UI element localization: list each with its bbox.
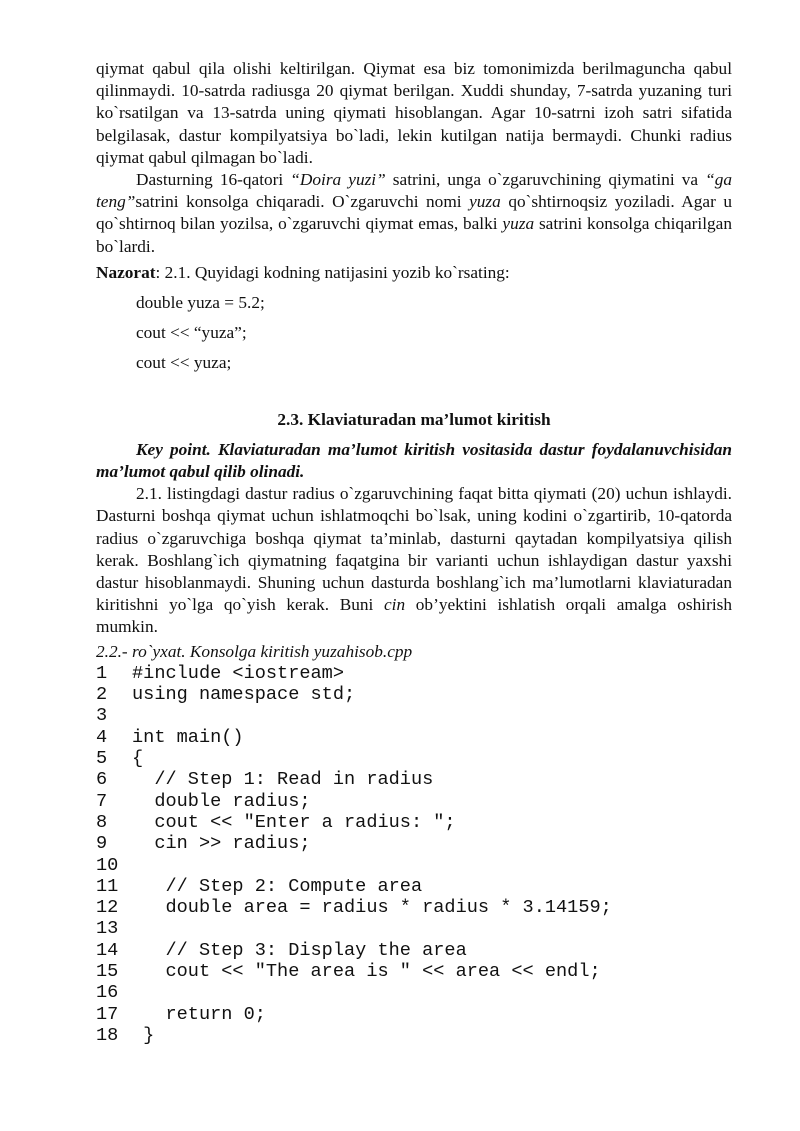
line-number: 4 [96, 726, 108, 748]
paragraph-2-italic-a: “Doira yuzi” [290, 170, 386, 190]
line-number: 6 [96, 769, 108, 791]
control-text: : 2.1. Quyidagi kodning natijasini yozib ko`rsating: [155, 262, 510, 282]
code-text: #include <iostream> [132, 662, 345, 684]
code-text: // Step 1: Read in radius [132, 769, 434, 791]
listing-caption: 2.2.- ro`yxat. Konsolga kiritish yuzahisob.cpp [96, 641, 413, 661]
code-text: // Step 2: Compute area [132, 875, 423, 897]
code-line [96, 918, 732, 939]
code-line [96, 663, 732, 684]
code-line [96, 791, 732, 812]
code-text: using namespace std; [132, 684, 356, 706]
paragraph-2-text-b: satrini, unga o`zgaruvchining qiymatini va [385, 170, 706, 190]
code-line [96, 855, 732, 876]
control-question [96, 262, 732, 284]
paragraph-3-italic: cin [384, 595, 406, 615]
code-text [132, 918, 143, 939]
line-number: 13 [96, 918, 119, 940]
line-number: 10 [96, 854, 119, 876]
code-line [96, 684, 732, 705]
code-text [132, 982, 143, 1003]
code-line [96, 897, 732, 918]
paragraph-2-text-e: satrini konsolga chiqarilgan bo`lardi. [96, 214, 732, 256]
code-line [96, 727, 732, 748]
code-text: int main() [132, 726, 244, 748]
line-number: 17 [96, 1003, 119, 1025]
code-listing [96, 663, 732, 1046]
paragraph-3 [96, 483, 732, 638]
control-label: Nazorat [96, 262, 156, 282]
line-number: 3 [96, 705, 108, 727]
key-point: Key point. Klaviaturadan ma’lumot kiritish vositasida dastur foydalanuvchisidan ma’lumot qabul qilib olinadi. [96, 439, 732, 482]
code-text: double radius; [132, 790, 311, 812]
code-line [96, 1025, 732, 1046]
line-number: 8 [96, 811, 108, 833]
paragraph-2-text-a: Dasturning 16-qatori [136, 170, 291, 190]
paragraph-2-italic-c: yuza [469, 192, 501, 212]
paragraph-2-text-d: qo`shtirnoqsiz yoziladi. Agar u qo`shtirnoq bilan yozilsa, o`zgaruvchi qiymat emas, balki [96, 192, 732, 234]
code-line [96, 940, 732, 961]
code-line [96, 982, 732, 1003]
code-text: return 0; [132, 1003, 266, 1025]
paragraph-1: qiymat qabul qila olishi keltirilgan. Qiymat esa biz tomonimizda berilmaguncha qabul qilinmaydi. 10-satrda radiusga 20 qiymat berilgan. Xuddi shunday, 7-satrda yuzaning turi ko`rsatilgan va 13-satrda uning qiymati hisoblangan. Agar 10-satrni izoh satri sifatida belgilasak, dastur kompilyatsiya bo`ladi, lekin kutilgan natija bermaydi. Chunki radius qiymat qabul qilmagan bo`ladi. [96, 59, 732, 167]
code-line [96, 833, 732, 854]
code-text [132, 855, 143, 876]
code-text: { [132, 748, 144, 770]
paragraph-3-text-a: 2.1. listingdagi dastur radius o`zgaruvchining faqat bitta qiymati (20) uchun ishlaydi. Dasturni boshqa qiymat uchun ishlatmoqchi bo`lsak, uning kodini o`zgartirib, 10-qatorda radius o`zgaruvchiga boshqa qiymat ta’minlab, dasturni qaytadan kompilyatsiya qilish kerak. Boshlang`ich qiymatning faqatgina bir varianti uchun ishlaydigan dastur yaxshi dastur hisoblanmaydi. Shuning uchun dasturda boshlang`ich ma’lumotlarni klaviaturadan kiritishni yo`lga qo`yish kerak. Buni [96, 484, 732, 615]
line-number: 7 [96, 790, 108, 812]
line-number: 12 [96, 897, 119, 919]
line-number: 16 [96, 982, 119, 1004]
code-line [96, 769, 732, 790]
line-number: 14 [96, 939, 119, 961]
paragraph-2-italic-b: “ga teng” [96, 170, 733, 212]
line-number: 9 [96, 833, 108, 855]
paragraph-2 [96, 169, 732, 258]
line-number: 11 [96, 875, 119, 897]
line-number: 2 [96, 684, 108, 706]
paragraph-2-italic-d: yuza [502, 214, 535, 234]
code-text: cout << "Enter a radius: "; [132, 811, 456, 833]
code-text: cout << "The area is " << area << endl; [132, 961, 601, 983]
code-text: cin >> radius; [132, 833, 311, 855]
code-line [96, 961, 732, 982]
code-line [96, 705, 732, 726]
line-number: 18 [96, 1024, 119, 1046]
line-number: 5 [96, 748, 108, 770]
paragraph-2-text-c: satrini konsolga chiqaradi. O`zgaruvchi nomi [135, 192, 470, 212]
line-number: 15 [96, 961, 119, 983]
code-line [96, 876, 732, 897]
paragraph-3-text-b: ob’yektini ishlatish orqali amalga oshirish mumkin. [96, 595, 732, 637]
control-code-line-3: cout << yuza; [136, 353, 232, 373]
section-heading: 2.3. Klaviaturadan ma’lumot kiritish [277, 409, 551, 429]
code-text: } [132, 1024, 155, 1046]
control-code-line-1: double yuza = 5.2; [136, 293, 265, 313]
code-text: double area = radius * radius * 3.14159; [132, 897, 612, 919]
control-code-line-2: cout << “yuza”; [136, 323, 247, 343]
code-text [132, 705, 143, 726]
code-text: // Step 3: Display the area [132, 939, 467, 961]
document-page [96, 58, 732, 1046]
code-line [96, 748, 732, 769]
code-line [96, 1004, 732, 1025]
code-line [96, 812, 732, 833]
line-number: 1 [96, 662, 108, 684]
